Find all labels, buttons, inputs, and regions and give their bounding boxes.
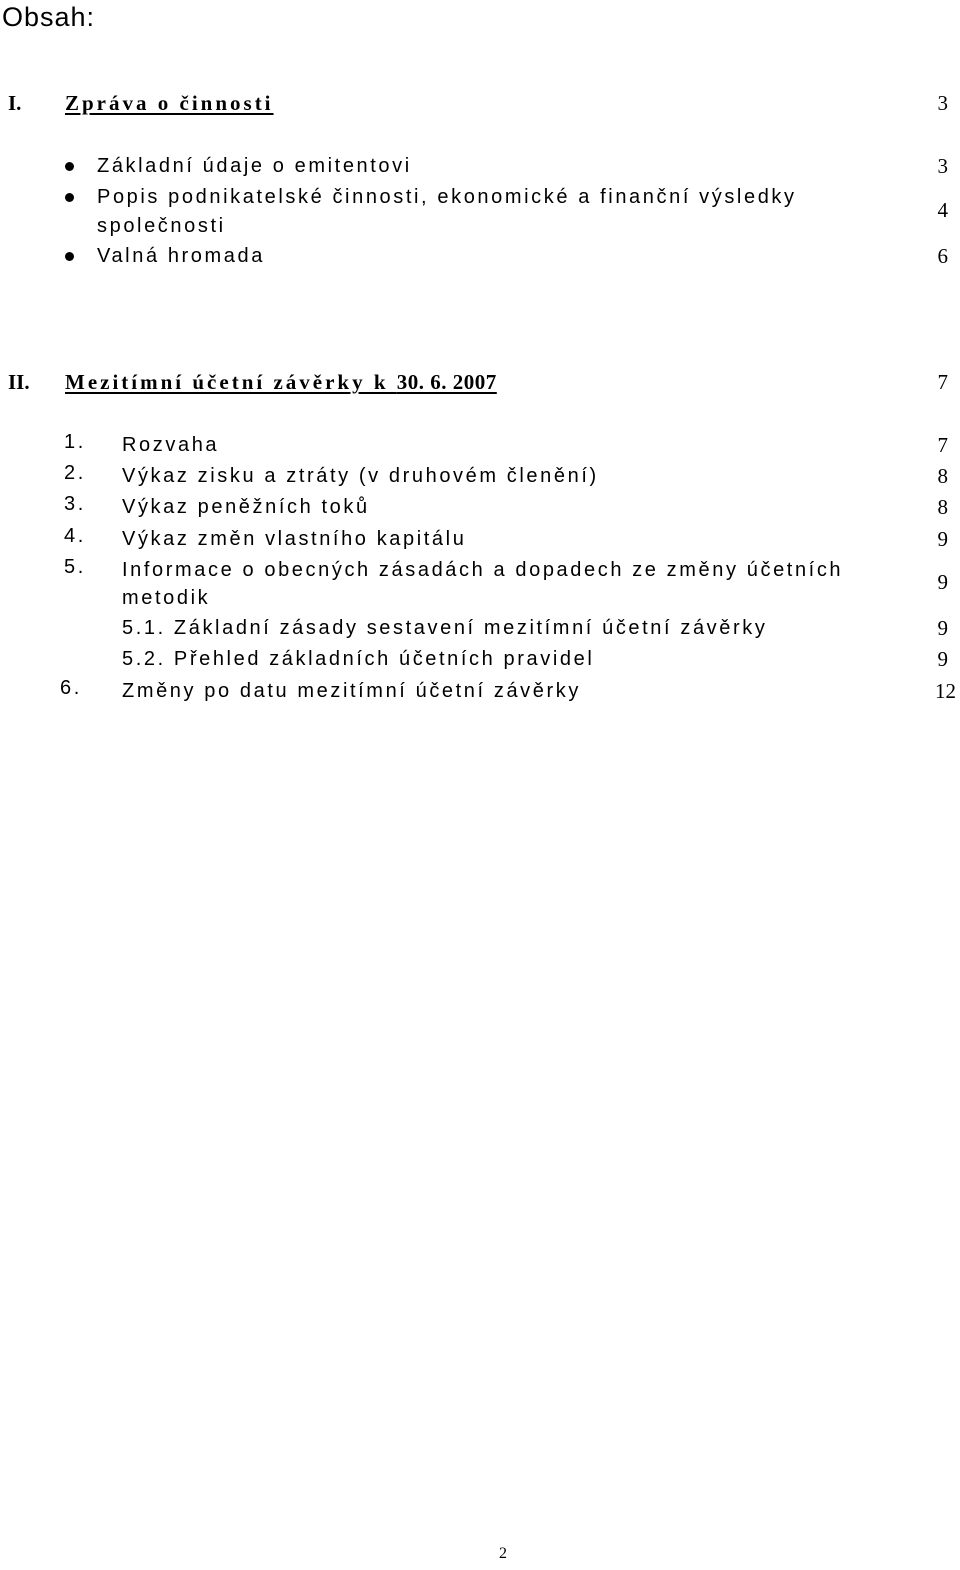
entry-number: 2. [64, 462, 86, 484]
entry-page-number: 7 [937, 433, 948, 457]
entry-page-number: 9 [937, 647, 948, 671]
entry-page-number: 9 [937, 570, 948, 594]
entry-text: Výkaz změn vlastního kapitálu [122, 528, 467, 550]
section-page-number: 7 [937, 370, 948, 394]
entry-text: 5.1. Základní zásady sestavení mezitímní účetní závěrky [122, 617, 768, 639]
section-number: I. [8, 91, 22, 115]
entry-text: Valná hromada [97, 245, 265, 267]
entry-text: 5.2. Přehled základních účetních pravidel [122, 648, 595, 670]
section-page-number: 3 [937, 91, 948, 115]
bullet-icon [65, 162, 74, 171]
entry-page-number: 9 [937, 616, 948, 640]
section-title-text: Mezitímní účetní závěrky k [65, 370, 397, 394]
entry-text-line1: Informace o obecných zásadách a dopadech ze změny účetních [122, 559, 844, 581]
entry-page-number: 4 [937, 198, 948, 222]
entry-text: Základní údaje o emitentovi [97, 155, 412, 177]
section-number: II. [8, 370, 30, 394]
bullet-icon [65, 193, 74, 202]
entry-number: 1. [64, 431, 86, 453]
entry-number: 6. [60, 677, 82, 699]
section-title-date: 30. 6. 2007 [396, 370, 497, 394]
footer-page-number: 2 [499, 1545, 507, 1562]
bullet-icon [65, 252, 74, 261]
entry-text-line1: Popis podnikatelské činnosti, ekonomické a finanční výsledky [97, 186, 797, 208]
entry-page-number: 8 [937, 495, 948, 519]
entry-number: 5. [64, 556, 86, 578]
entry-page-number: 6 [937, 244, 948, 268]
entry-number: 3. [64, 493, 86, 515]
section-title-link[interactable] [65, 370, 497, 395]
entry-text-line2: společnosti [97, 215, 226, 237]
entry-number: 4. [64, 525, 86, 547]
entry-text-line2: metodik [122, 587, 211, 609]
entry-page-number: 9 [937, 527, 948, 551]
page-title: Obsah: [2, 2, 96, 32]
entry-text: Výkaz zisku a ztráty (v druhovém členění) [122, 465, 599, 487]
entry-text: Rozvaha [122, 434, 220, 456]
entry-text: Změny po datu mezitímní účetní závěrky [122, 680, 581, 702]
entry-page-number: 3 [937, 154, 948, 178]
entry-page-number: 12 [935, 679, 956, 703]
entry-page-number: 8 [937, 464, 948, 488]
section-title-link[interactable]: Zpráva o činnosti [65, 91, 274, 115]
entry-text: Výkaz peněžních toků [122, 496, 370, 518]
